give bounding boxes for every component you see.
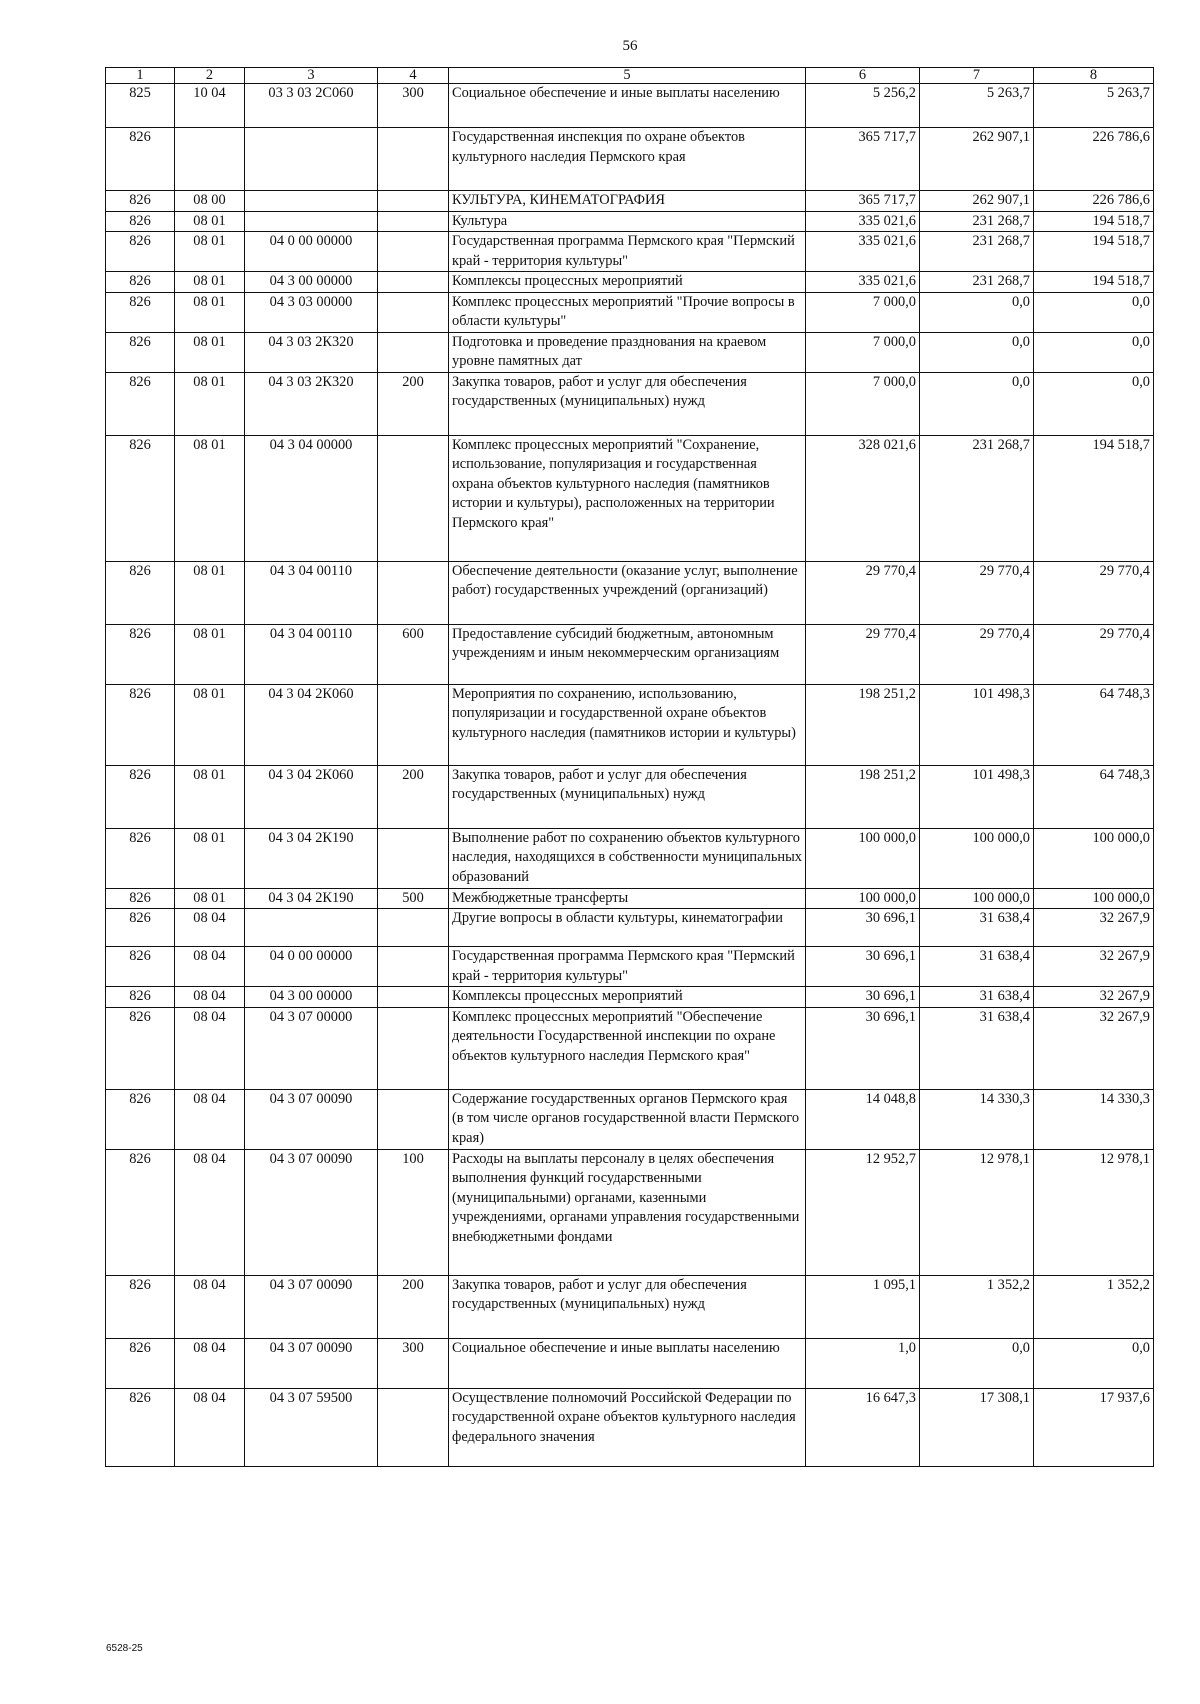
item-name: Комплексы процессных мероприятий [449, 272, 806, 293]
amount-col8: 1 352,2 [1034, 1275, 1154, 1338]
target-article-code: 04 3 04 2К190 [245, 888, 378, 909]
amount-col6: 12 952,7 [806, 1149, 920, 1275]
expense-type-code [378, 909, 449, 947]
target-article-code: 04 3 04 2К060 [245, 684, 378, 765]
amount-col6: 7 000,0 [806, 372, 920, 435]
item-name: Мероприятия по сохранению, использованию, популяризации и государственной охране объектов культурного наследия (памятников истории и культуры) [449, 684, 806, 765]
table-row [106, 292, 1154, 332]
amount-col6: 7 000,0 [806, 332, 920, 372]
section-code: 08 01 [175, 765, 245, 828]
amount-col8: 17 937,6 [1034, 1388, 1154, 1466]
amount-col7: 0,0 [920, 1338, 1034, 1388]
amount-col6: 30 696,1 [806, 987, 920, 1008]
section-code: 08 01 [175, 292, 245, 332]
item-name: Государственная программа Пермского края "Пермский край - территория культуры" [449, 947, 806, 987]
expense-type-code: 300 [378, 84, 449, 128]
amount-col7: 1 352,2 [920, 1275, 1034, 1338]
amount-col8: 194 518,7 [1034, 272, 1154, 293]
expense-type-code [378, 128, 449, 191]
amount-col7: 12 978,1 [920, 1149, 1034, 1275]
amount-col6: 29 770,4 [806, 561, 920, 624]
item-name: Комплекс процессных мероприятий "Обеспечение деятельности Государственной инспекции по охране объектов культурного наследия Пермского края" [449, 1007, 806, 1089]
expense-type-code [378, 947, 449, 987]
target-article-code: 04 3 07 00090 [245, 1089, 378, 1149]
amount-col7: 29 770,4 [920, 624, 1034, 684]
target-article-code [245, 909, 378, 947]
target-article-code: 04 3 04 2К060 [245, 765, 378, 828]
item-name: Комплекс процессных мероприятий "Сохранение, использование, популяризация и государственная охрана объектов культурного наследия (памятников истории и культуры), расположенных на территории Пермского края" [449, 435, 806, 561]
target-article-code [245, 211, 378, 232]
amount-col6: 16 647,3 [806, 1388, 920, 1466]
section-code: 08 04 [175, 947, 245, 987]
amount-col7: 17 308,1 [920, 1388, 1034, 1466]
grbs-code: 826 [106, 272, 175, 293]
item-name: Осуществление полномочий Российской Федерации по государственной охране объектов культурного наследия федерального значения [449, 1388, 806, 1466]
amount-col6: 7 000,0 [806, 292, 920, 332]
grbs-code: 826 [106, 987, 175, 1008]
item-name: Закупка товаров, работ и услуг для обеспечения государственных (муниципальных) нужд [449, 765, 806, 828]
table-row [106, 372, 1154, 435]
table-row [106, 561, 1154, 624]
item-name: КУЛЬТУРА, КИНЕМАТОГРАФИЯ [449, 191, 806, 212]
expense-type-code [378, 292, 449, 332]
table-row [106, 888, 1154, 909]
column-header: 7 [920, 68, 1034, 84]
item-name: Межбюджетные трансферты [449, 888, 806, 909]
expense-type-code [378, 1007, 449, 1089]
item-name: Подготовка и проведение празднования на краевом уровне памятных дат [449, 332, 806, 372]
amount-col6: 30 696,1 [806, 1007, 920, 1089]
table-row [106, 909, 1154, 947]
table-row [106, 1388, 1154, 1466]
target-article-code: 04 3 07 00090 [245, 1338, 378, 1388]
section-code: 08 00 [175, 191, 245, 212]
item-name: Социальное обеспечение и иные выплаты населению [449, 84, 806, 128]
section-code: 08 01 [175, 232, 245, 272]
amount-col7: 14 330,3 [920, 1089, 1034, 1149]
item-name: Закупка товаров, работ и услуг для обеспечения государственных (муниципальных) нужд [449, 1275, 806, 1338]
item-name: Обеспечение деятельности (оказание услуг, выполнение работ) государственных учреждений (организаций) [449, 561, 806, 624]
column-header: 5 [449, 68, 806, 84]
amount-col8: 5 263,7 [1034, 84, 1154, 128]
amount-col7: 231 268,7 [920, 211, 1034, 232]
table-row [106, 191, 1154, 212]
expense-type-code: 200 [378, 765, 449, 828]
amount-col8: 0,0 [1034, 1338, 1154, 1388]
grbs-code: 826 [106, 191, 175, 212]
amount-col6: 30 696,1 [806, 947, 920, 987]
amount-col8: 29 770,4 [1034, 561, 1154, 624]
amount-col7: 31 638,4 [920, 947, 1034, 987]
item-name: Комплексы процессных мероприятий [449, 987, 806, 1008]
item-name: Государственная инспекция по охране объектов культурного наследия Пермского края [449, 128, 806, 191]
section-code: 08 01 [175, 561, 245, 624]
expense-type-code: 200 [378, 1275, 449, 1338]
grbs-code: 826 [106, 909, 175, 947]
target-article-code: 04 3 07 59500 [245, 1388, 378, 1466]
amount-col8: 32 267,9 [1034, 947, 1154, 987]
target-article-code: 04 3 07 00090 [245, 1149, 378, 1275]
table-row [106, 987, 1154, 1008]
target-article-code: 04 3 03 2К320 [245, 332, 378, 372]
target-article-code: 04 0 00 00000 [245, 947, 378, 987]
page-number: 56 [622, 38, 638, 54]
section-code: 08 01 [175, 211, 245, 232]
table-row [106, 332, 1154, 372]
expense-type-code: 500 [378, 888, 449, 909]
amount-col6: 365 717,7 [806, 191, 920, 212]
header-row [106, 68, 1154, 84]
amount-col7: 231 268,7 [920, 232, 1034, 272]
amount-col8: 0,0 [1034, 292, 1154, 332]
target-article-code: 04 3 04 00110 [245, 561, 378, 624]
column-header: 4 [378, 68, 449, 84]
amount-col7: 31 638,4 [920, 987, 1034, 1008]
column-header: 2 [175, 68, 245, 84]
amount-col7: 101 498,3 [920, 765, 1034, 828]
table-row [106, 684, 1154, 765]
amount-col6: 198 251,2 [806, 684, 920, 765]
expense-type-code: 100 [378, 1149, 449, 1275]
item-name: Выполнение работ по сохранению объектов культурного наследия, находящихся в собственности муниципальных образований [449, 828, 806, 888]
expense-type-code: 600 [378, 624, 449, 684]
expense-type-code [378, 1388, 449, 1466]
amount-col6: 335 021,6 [806, 232, 920, 272]
expense-type-code [378, 828, 449, 888]
amount-col7: 100 000,0 [920, 828, 1034, 888]
amount-col8: 14 330,3 [1034, 1089, 1154, 1149]
column-header: 1 [106, 68, 175, 84]
amount-col6: 1 095,1 [806, 1275, 920, 1338]
expense-type-code [378, 1089, 449, 1149]
item-name: Закупка товаров, работ и услуг для обеспечения государственных (муниципальных) нужд [449, 372, 806, 435]
amount-col8: 64 748,3 [1034, 765, 1154, 828]
table-row [106, 211, 1154, 232]
amount-col6: 100 000,0 [806, 828, 920, 888]
amount-col6: 100 000,0 [806, 888, 920, 909]
section-code: 08 01 [175, 684, 245, 765]
amount-col6: 335 021,6 [806, 211, 920, 232]
item-name: Расходы на выплаты персоналу в целях обеспечения выполнения функций государственными (муниципальными) органами, казенными учреждениями, органами управления государственными внебюджетными фондами [449, 1149, 806, 1275]
table-row [106, 232, 1154, 272]
amount-col7: 231 268,7 [920, 435, 1034, 561]
amount-col7: 0,0 [920, 332, 1034, 372]
expense-type-code [378, 232, 449, 272]
grbs-code: 826 [106, 292, 175, 332]
amount-col8: 32 267,9 [1034, 987, 1154, 1008]
grbs-code: 826 [106, 435, 175, 561]
amount-col8: 0,0 [1034, 372, 1154, 435]
amount-col8: 100 000,0 [1034, 888, 1154, 909]
table-row [106, 1149, 1154, 1275]
amount-col6: 328 021,6 [806, 435, 920, 561]
target-article-code [245, 128, 378, 191]
table-row [106, 1007, 1154, 1089]
amount-col8: 226 786,6 [1034, 191, 1154, 212]
section-code: 08 04 [175, 1275, 245, 1338]
amount-col7: 262 907,1 [920, 191, 1034, 212]
column-header: 3 [245, 68, 378, 84]
section-code: 08 04 [175, 1149, 245, 1275]
item-name: Предоставление субсидий бюджетным, автономным учреждениям и иным некоммерческим организациям [449, 624, 806, 684]
table-row [106, 128, 1154, 191]
expense-type-code [378, 435, 449, 561]
grbs-code: 826 [106, 624, 175, 684]
target-article-code: 04 3 00 00000 [245, 987, 378, 1008]
table-row [106, 947, 1154, 987]
amount-col6: 30 696,1 [806, 909, 920, 947]
target-article-code [245, 191, 378, 212]
target-article-code: 04 3 07 00000 [245, 1007, 378, 1089]
grbs-code: 826 [106, 232, 175, 272]
amount-col8: 29 770,4 [1034, 624, 1154, 684]
target-article-code: 04 3 00 00000 [245, 272, 378, 293]
amount-col6: 365 717,7 [806, 128, 920, 191]
item-name: Содержание государственных органов Пермского края (в том числе органов государственной власти Пермского края) [449, 1089, 806, 1149]
target-article-code: 04 3 03 00000 [245, 292, 378, 332]
table-row [106, 1338, 1154, 1388]
grbs-code: 826 [106, 1149, 175, 1275]
section-code: 08 01 [175, 272, 245, 293]
target-article-code: 04 0 00 00000 [245, 232, 378, 272]
amount-col8: 32 267,9 [1034, 909, 1154, 947]
expense-type-code: 200 [378, 372, 449, 435]
amount-col6: 14 048,8 [806, 1089, 920, 1149]
table-row [106, 435, 1154, 561]
table-row [106, 624, 1154, 684]
table-row [106, 84, 1154, 128]
section-code: 08 01 [175, 624, 245, 684]
section-code: 10 04 [175, 84, 245, 128]
expense-type-code [378, 987, 449, 1008]
target-article-code: 04 3 03 2К320 [245, 372, 378, 435]
grbs-code: 826 [106, 947, 175, 987]
grbs-code: 826 [106, 211, 175, 232]
section-code: 08 04 [175, 1338, 245, 1388]
document-code: 6528-25 [106, 1643, 143, 1654]
grbs-code: 826 [106, 1388, 175, 1466]
grbs-code: 826 [106, 828, 175, 888]
budget-table [105, 67, 1154, 1467]
amount-col6: 29 770,4 [806, 624, 920, 684]
amount-col8: 64 748,3 [1034, 684, 1154, 765]
table-row [106, 765, 1154, 828]
grbs-code: 826 [106, 765, 175, 828]
section-code: 08 04 [175, 1388, 245, 1466]
section-code [175, 128, 245, 191]
amount-col8: 12 978,1 [1034, 1149, 1154, 1275]
amount-col8: 194 518,7 [1034, 435, 1154, 561]
amount-col6: 335 021,6 [806, 272, 920, 293]
grbs-code: 826 [106, 372, 175, 435]
expense-type-code [378, 191, 449, 212]
target-article-code: 04 3 07 00090 [245, 1275, 378, 1338]
amount-col8: 100 000,0 [1034, 828, 1154, 888]
amount-col7: 262 907,1 [920, 128, 1034, 191]
expense-type-code [378, 561, 449, 624]
amount-col7: 0,0 [920, 372, 1034, 435]
amount-col7: 5 263,7 [920, 84, 1034, 128]
grbs-code: 826 [106, 1338, 175, 1388]
amount-col7: 29 770,4 [920, 561, 1034, 624]
target-article-code: 04 3 04 00110 [245, 624, 378, 684]
amount-col8: 32 267,9 [1034, 1007, 1154, 1089]
amount-col8: 194 518,7 [1034, 232, 1154, 272]
section-code: 08 04 [175, 1007, 245, 1089]
item-name: Комплекс процессных мероприятий "Прочие вопросы в области культуры" [449, 292, 806, 332]
item-name: Государственная программа Пермского края "Пермский край - территория культуры" [449, 232, 806, 272]
table-row [106, 272, 1154, 293]
grbs-code: 826 [106, 684, 175, 765]
section-code: 08 01 [175, 332, 245, 372]
item-name: Социальное обеспечение и иные выплаты населению [449, 1338, 806, 1388]
amount-col8: 194 518,7 [1034, 211, 1154, 232]
amount-col7: 31 638,4 [920, 1007, 1034, 1089]
expense-type-code [378, 332, 449, 372]
amount-col6: 198 251,2 [806, 765, 920, 828]
grbs-code: 826 [106, 1275, 175, 1338]
table-row [106, 1275, 1154, 1338]
amount-col6: 5 256,2 [806, 84, 920, 128]
amount-col7: 31 638,4 [920, 909, 1034, 947]
item-name: Другие вопросы в области культуры, кинематографии [449, 909, 806, 947]
grbs-code: 826 [106, 1089, 175, 1149]
section-code: 08 04 [175, 987, 245, 1008]
amount-col7: 101 498,3 [920, 684, 1034, 765]
grbs-code: 826 [106, 1007, 175, 1089]
amount-col6: 1,0 [806, 1338, 920, 1388]
amount-col8: 0,0 [1034, 332, 1154, 372]
expense-type-code [378, 211, 449, 232]
target-article-code: 03 3 03 2С060 [245, 84, 378, 128]
grbs-code: 825 [106, 84, 175, 128]
table-row [106, 828, 1154, 888]
amount-col8: 226 786,6 [1034, 128, 1154, 191]
item-name: Культура [449, 211, 806, 232]
column-header: 6 [806, 68, 920, 84]
expense-type-code: 300 [378, 1338, 449, 1388]
section-code: 08 04 [175, 909, 245, 947]
section-code: 08 04 [175, 1089, 245, 1149]
expense-type-code [378, 272, 449, 293]
section-code: 08 01 [175, 888, 245, 909]
section-code: 08 01 [175, 828, 245, 888]
amount-col7: 100 000,0 [920, 888, 1034, 909]
section-code: 08 01 [175, 435, 245, 561]
grbs-code: 826 [106, 561, 175, 624]
column-header: 8 [1034, 68, 1154, 84]
amount-col7: 231 268,7 [920, 272, 1034, 293]
section-code: 08 01 [175, 372, 245, 435]
grbs-code: 826 [106, 888, 175, 909]
amount-col7: 0,0 [920, 292, 1034, 332]
expense-type-code [378, 684, 449, 765]
target-article-code: 04 3 04 2К190 [245, 828, 378, 888]
target-article-code: 04 3 04 00000 [245, 435, 378, 561]
grbs-code: 826 [106, 332, 175, 372]
grbs-code: 826 [106, 128, 175, 191]
table-row [106, 1089, 1154, 1149]
